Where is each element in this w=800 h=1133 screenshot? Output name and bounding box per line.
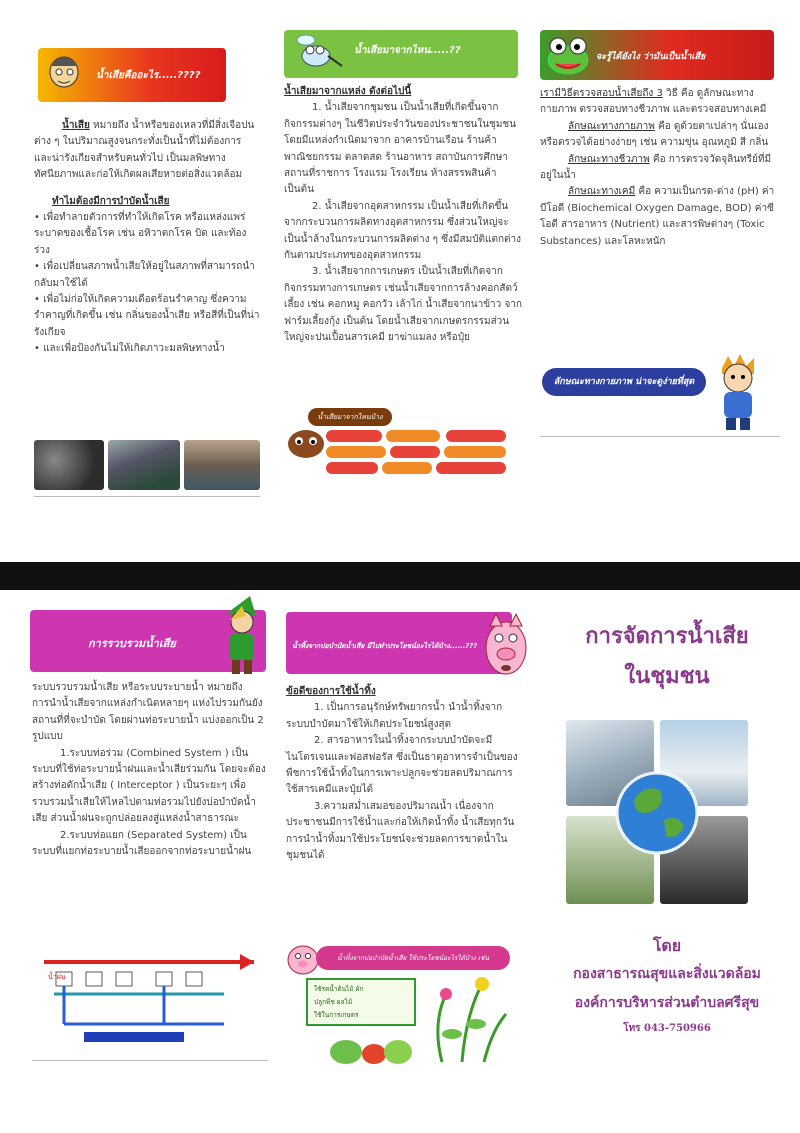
graphic-title-bubble xyxy=(308,408,392,426)
chem-term: ลักษณะทางเคมี xyxy=(568,186,636,198)
collection-text xyxy=(32,680,268,860)
publisher-block xyxy=(534,934,800,1042)
banner-effluent-use xyxy=(286,612,512,674)
column-what-is-wastewater xyxy=(0,0,268,562)
source-chip xyxy=(326,446,386,458)
earth-globe-icon xyxy=(614,770,700,856)
banner-title: น้ำเสียคืออะไร.....???? xyxy=(96,70,201,81)
banner-collection xyxy=(30,610,266,672)
bio-term: ลักษณะทางชีวภาพ xyxy=(568,153,650,165)
polluted-river-photo xyxy=(108,440,180,490)
source-chip xyxy=(326,462,378,474)
uses-box xyxy=(306,978,416,1026)
divider xyxy=(34,496,260,497)
sources-graphic xyxy=(286,408,512,482)
source-chip xyxy=(436,462,506,474)
pig-icon xyxy=(482,614,530,684)
benefit-item: 3.ความสม่ำเสมอของปริมาณน้ำ เนื่องจากประชาชนมีการใช้น้ำและก่อให้เกิดน้ำทิ้ง น้ำเสียทุกวัน การนำน้ำทิ้งมาใช้ประโยชน์จะช่วยลดการขาดน้ำในชุมชนได้ xyxy=(286,800,515,862)
methods-intro-underlined: เรามีวิธีตรวจสอบน้ำเสียถึง 3 xyxy=(540,88,663,99)
reason-item: • และเพื่อป้องกันไม่ให้เกิดภาวะมลพิษทางน้ำ xyxy=(34,343,225,355)
org-name: กองสาธารณสุขและสิ่งแวดล้อม xyxy=(573,966,761,982)
source-chip xyxy=(326,430,382,442)
cartoon-character-icon xyxy=(44,50,84,100)
banner-how-to-know xyxy=(540,30,774,80)
source-chip xyxy=(444,446,506,458)
source-item: 1. น้ำเสียจากชุมชน เป็นน้ำเสียที่เกิดขึ้นจากกิจกรรมต่างๆ ในชีวิตประจำวันของประชาชนในชุมชน โดยมีแหล่งกำเนิดมาจาก อาคารบ้านเรือน ร้านค้าพาณิชยกรรม ตลาดสด ร้านอาหาร สถาบันการศึกษา สถานที่ราชการ โรงแรม โรงเรียน ห้างสรรพสินค้า เป็นต้น xyxy=(284,102,517,196)
sources-text xyxy=(284,84,524,347)
banner-title: น้ำเสียมาจากไหน.....?? xyxy=(354,45,461,56)
definition-term: น้ำเสีย xyxy=(62,120,90,131)
use-item: ปลูกพืช ผลไม้ xyxy=(314,998,353,1006)
source-chip xyxy=(446,430,506,442)
source-item: 2. น้ำเสียจากอุตสาหกรรม เป็นน้ำเสียที่เกิดขึ้นจากกระบวนการผลิตทางอุตสาหกรรม ซึ่งส่วนใหญ่จะเป็นน้ำล้างในกระบวนการผลิตต่าง ๆ ซึ่งมีสมบัติแตกต่างกันตามประเภทของอุตสาหกรรม xyxy=(284,200,522,262)
sad-character-icon xyxy=(286,424,326,460)
by-label: โดย xyxy=(652,936,682,955)
bubble-text: ลักษณะทางกายภาพ น่าจะดูง่ายที่สุด xyxy=(553,377,695,387)
use-item: ใช้ในการเกษตร xyxy=(314,1011,359,1019)
physical-text: คือ ดูด้วยตาเปล่าๆ นั่นเอง หรือตรวจได้อย่างง่ายๆ เช่น ความขุ่น อุณหภูมิ สี กลิ่น xyxy=(540,120,769,149)
chem-text: คือ ความเป็นกรด-ด่าง (pH) ค่าบีโอดี (Biochemical Oxygen Damage, BOD) ค่าซีโอดี สารอาหาร (Nutrient) และสารพิษต่างๆ (Toxic Substances) และโลหะหนัก xyxy=(540,186,775,247)
plants-icon xyxy=(422,974,512,1064)
page-separator xyxy=(0,562,800,590)
use-item: ใช้รดน้ำต้นไม้ ผัก xyxy=(314,985,364,993)
title-line: การจัดการน้ำเสีย xyxy=(585,623,749,649)
reason-item: • เพื่อเปลี่ยนสภาพน้ำเสียให้อยู่ในสภาพที่สามารถนำกลับมาใช้ได้ xyxy=(34,261,255,289)
slum-water-photo xyxy=(184,440,260,490)
benefit-item: 1. เป็นการอนุรักษ์ทรัพยากรน้ำ นำน้ำทิ้งจากระบบบำบัดมาใช้ให้เกิดประโยชน์สูงสุด xyxy=(286,702,503,730)
column-effluent-benefits xyxy=(272,590,534,1133)
phone-number: โทร 043-750966 xyxy=(623,1023,711,1034)
physical-term: ลักษณะทางกายภาพ xyxy=(568,120,655,132)
separated-system: 2.ระบบท่อแยก (Separated System) เป็นระบบที่แยกท่อระบายน้ำเสียออกจากท่อระบายน้ำฝน xyxy=(32,829,252,858)
benefit-item: 2. สารอาหารในน้ำทิ้งจากระบบบำบัดจะมีไนโตรเจนและฟอสฟอรัส ซึ่งเป็นธาตุอาหารจำเป็นของพืชการใช้น้ำทิ้งในการเพาะปลูกจะช่วยลดปริมาณการใช้สารเคมีและปุ๋ยได้ xyxy=(286,735,518,796)
polluted-canal-photo xyxy=(34,440,104,490)
mosquito-icon xyxy=(288,26,344,76)
column-collection xyxy=(0,590,272,1133)
elf-character-icon xyxy=(216,596,266,676)
boy-character-icon xyxy=(708,352,768,432)
uses-graphic xyxy=(286,938,512,1068)
methods-intro: วิธี คือ ดูลักษณะทางกายภาพ ตรวจสอบทางชีวภาพ และตรวจสอบทางเคมี xyxy=(540,88,767,116)
definition-text: หมายถึง น้ำหรือของเหลวที่มีสิ่งเจือปนต่าง ๆ ในปริมาณสูงจนกระทั่งเป็นน้ำที่ไม่ต้องการ และน่ารังเกียจสำหรับคนทั่วไป เป็นมลพิษทางทัศนียภาพและก่อให้เกิดผลเสียหายต่อสิ่งแวดล้อม xyxy=(34,120,255,181)
sewer-system-diagram xyxy=(44,954,254,1044)
source-chip xyxy=(386,430,440,442)
banner-where-from xyxy=(284,30,518,78)
check-methods-text xyxy=(540,86,780,250)
bio-text: คือ การตรวจวัดจุลินทรีย์ที่มีอยู่ในน้ำ xyxy=(540,153,772,182)
column-sources xyxy=(268,0,532,562)
benefits-heading: ข้อดีของการใช้น้ำทิ้ง xyxy=(286,686,376,697)
divider xyxy=(540,436,780,437)
title-line: ในชุมชน xyxy=(624,663,710,689)
vegetables-icon xyxy=(326,1030,416,1068)
brochure-outside xyxy=(0,0,800,562)
cover-title xyxy=(534,616,800,696)
source-chip xyxy=(382,462,432,474)
benefits-text xyxy=(286,684,524,864)
source-chip xyxy=(390,446,440,458)
why-treat-heading: ทำไมต้องมีการบำบัดน้ำเสีย xyxy=(52,195,170,207)
pig-icon xyxy=(286,942,320,976)
banner-what-is-wastewater xyxy=(38,48,226,102)
uses-bubble xyxy=(316,946,510,970)
diagram-label: น้ำฝน xyxy=(48,973,66,981)
banner-title: การรวบรวมน้ำเสีย xyxy=(88,637,176,650)
sources-heading: น้ำเสียมาจากแหล่ง ดังต่อไปนี้ xyxy=(284,86,412,97)
banner-title: จะรู้ได้ยังไง ว่ามันเป็นน้ำเสีย xyxy=(596,52,706,62)
column-cover xyxy=(534,590,800,1133)
banner-title: น้ำทิ้งจากบ่อบำบัดน้ำเสีย มีไปทำประโยชน์อะไรได้บ้าง......??? xyxy=(292,642,478,650)
frog-icon xyxy=(544,32,592,78)
environment-collage xyxy=(566,720,748,904)
graphic-title: น้ำเสียมาจากไหนบ้าง xyxy=(317,413,383,421)
speech-bubble xyxy=(542,368,706,396)
org-name: องค์การบริหารส่วนตำบลศรีสุข xyxy=(574,995,760,1011)
reason-item: • เพื่อไม่ก่อให้เกิดความเดือดร้อนรำคาญ ซึ่งความรำคาญที่เกิดขึ้น เช่น กลิ่นของน้ำเสีย หรือสีที่เป็นที่น่ารังเกียจ xyxy=(34,294,260,338)
definition-paragraph xyxy=(34,118,260,358)
divider xyxy=(32,1060,268,1061)
source-item: 3. น้ำเสียจากการเกษตร เป็นน้ำเสียที่เกิดจากกิจกรรมทางการเกษตร เช่นน้ำเสียจากการล้างคอกสัตว์เลี้ยง เช่น คอกหมู คอกวัว เล้าไก่ น้ำเสียจากนาข้าว จากฟาร์มเลี้ยงกุ้ง เป็นต้น โดยน้ำเสียจากเกษตรกรรมส่วนใหญ่จะปนเปื้อนสารเคมี ยาฆ่าแมลง หรือปุ๋ย xyxy=(284,266,522,344)
brochure-inside xyxy=(0,590,800,1133)
collection-intro: ระบบรวบรวมน้ำเสีย หรือระบบระบายน้ำ หมายถึง การนำน้ำเสียจากแหล่งกำเนิดหลายๆ แห่งไปรวมกันยังสถานที่ที่จะบำบัด โดยผ่านท่อระบายน้ำ แบ่งออกเป็น 2 รูปแบบ xyxy=(32,682,264,743)
column-how-to-check xyxy=(532,0,800,562)
uses-bubble-text: น้ำทิ้งจากบ่อบำบัดน้ำเสีย ใช้ประโยชน์อะไรได้บ้าง เช่น xyxy=(337,954,489,962)
reason-item: • เพื่อทำลายตัวการที่ทำให้เกิดโรค หรือแหล่งแพร่ระบาดของเชื้อโรค เช่น อหิวาตกโรค บิด และท้องร่วง xyxy=(34,212,247,256)
combined-system: 1.ระบบท่อร่วม (Combined System ) เป็นระบบที่ใช้ท่อระบายน้ำฝนและน้ำเสียร่วมกัน โดยจะต้องสร้างท่อดักน้ำเสีย ( Interceptor ) เป็นระยะๆ เพื่อรวบรวมน้ำเสียให้ไหลไปตามท่อรวมไปยังบ่อบำบัดน้ำเสีย ส่วนน้ำฝนจะถูกปล่อยลงสู่แหล่งน้ำสาธารณะ xyxy=(32,747,266,825)
